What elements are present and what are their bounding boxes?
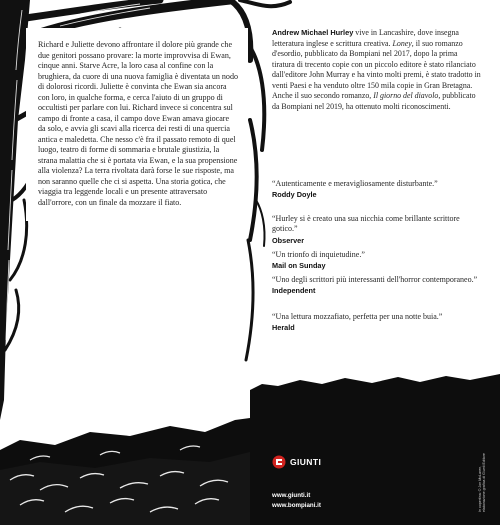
quote-text: “Una lettura mozzafiato, perfetta per una notte buia.”	[272, 312, 443, 321]
bio-part-3: , pubblicato da Bompiani nel 2019, ha ottenuto molti riconoscimenti.	[272, 91, 476, 111]
quote-source: Independent	[272, 286, 316, 296]
quote-text: “Un trionfo di inquietudine.”	[272, 250, 365, 259]
publisher-name: GIUNTI	[290, 457, 322, 467]
review-quote	[272, 275, 482, 295]
quote-source: Herald	[272, 323, 295, 333]
book-title-giorno-del-diavolo: Il giorno del diavolo	[373, 91, 439, 100]
review-quote	[272, 312, 482, 332]
review-quote	[272, 179, 482, 199]
credit-line: elaborazione grafica di Giunti Editore	[482, 453, 487, 512]
quote-text: “Hurley si è creato una sua nicchia come brillante scrittore gotico.”	[272, 214, 460, 234]
credit-line: In copertina: © Jon McLaren,	[478, 465, 482, 512]
review-quote	[272, 214, 482, 245]
review-quote	[272, 250, 482, 270]
author-bio	[272, 28, 482, 112]
website-link[interactable]: www.bompiani.it	[272, 501, 321, 509]
quote-source: Observer	[272, 235, 305, 245]
quote-source: Mail on Sunday	[272, 261, 326, 271]
publisher-links	[272, 491, 321, 510]
book-title-loney: Loney	[392, 38, 412, 48]
quote-text: “Autenticamente e meravigliosamente disturbante.”	[272, 179, 438, 188]
foreground-field	[0, 452, 250, 525]
quote-text: “Uno degli scrittori più interessanti dell'horror contemporaneo.”	[272, 275, 478, 284]
author-name: Andrew Michael Hurley	[272, 28, 354, 37]
quote-source: Roddy Doyle	[272, 190, 317, 200]
bio-part-2: , il suo romanzo d'esordio, pubblicato da Bompiani nel 2017, dopo la prima tiratura di trecento copie con un piccolo editore è stato rilanciato dall'editore John Murray e ha vinto molti premi, è stato tradotto in venti Paesi e ha venduto oltre 150 mila copie in Gran Bretagna. Anche il suo secondo romanzo,	[272, 38, 481, 100]
bio-part-1: vive in Lancashire, dove insegna letteratura inglese e scrittura creativa.	[272, 28, 459, 48]
cover-credits	[478, 417, 487, 512]
publisher-logo	[272, 455, 321, 469]
synopsis-box	[26, 28, 248, 221]
giunti-logo-icon	[272, 455, 286, 469]
website-link[interactable]: www.giunti.it	[272, 492, 311, 499]
synopsis-text: Richard e Juliette devono affrontare il dolore più grande che due genitori possano provare: la morte improvvisa di Ewan, cinque anni. Starve Acre, la loro casa al confine con la brughiera, da cuore di una nuova famiglia è diventata un nodo di dolorosi ricordi. Juliette è convinta che Ewan sia ancora con loro, in qualche forma, e cerca l'aiuto di un gruppo di occultisti per parlare con lui. Richard invece si concentra sul campo di fronte a casa, il campo dove Ewan amava giocare da solo, e avvia gli scavi alla ricerca dei resti di una quercia antica e maledetta. Che nesso c'è fra il passato remoto di quel luogo, teatro di forme di sommaria e brutale giustizia, la strana malattia che si è portata via Ewan, e la sua propensione alla violenza? La terra rivoltata darà forse le sue risposte, ma non saranno quelle che ci si aspetta. Una storia gotica, che viaggia tra leggende locali e un presente attraversato dall'orrore, con un finale da mozzare il fiato.	[38, 40, 238, 207]
